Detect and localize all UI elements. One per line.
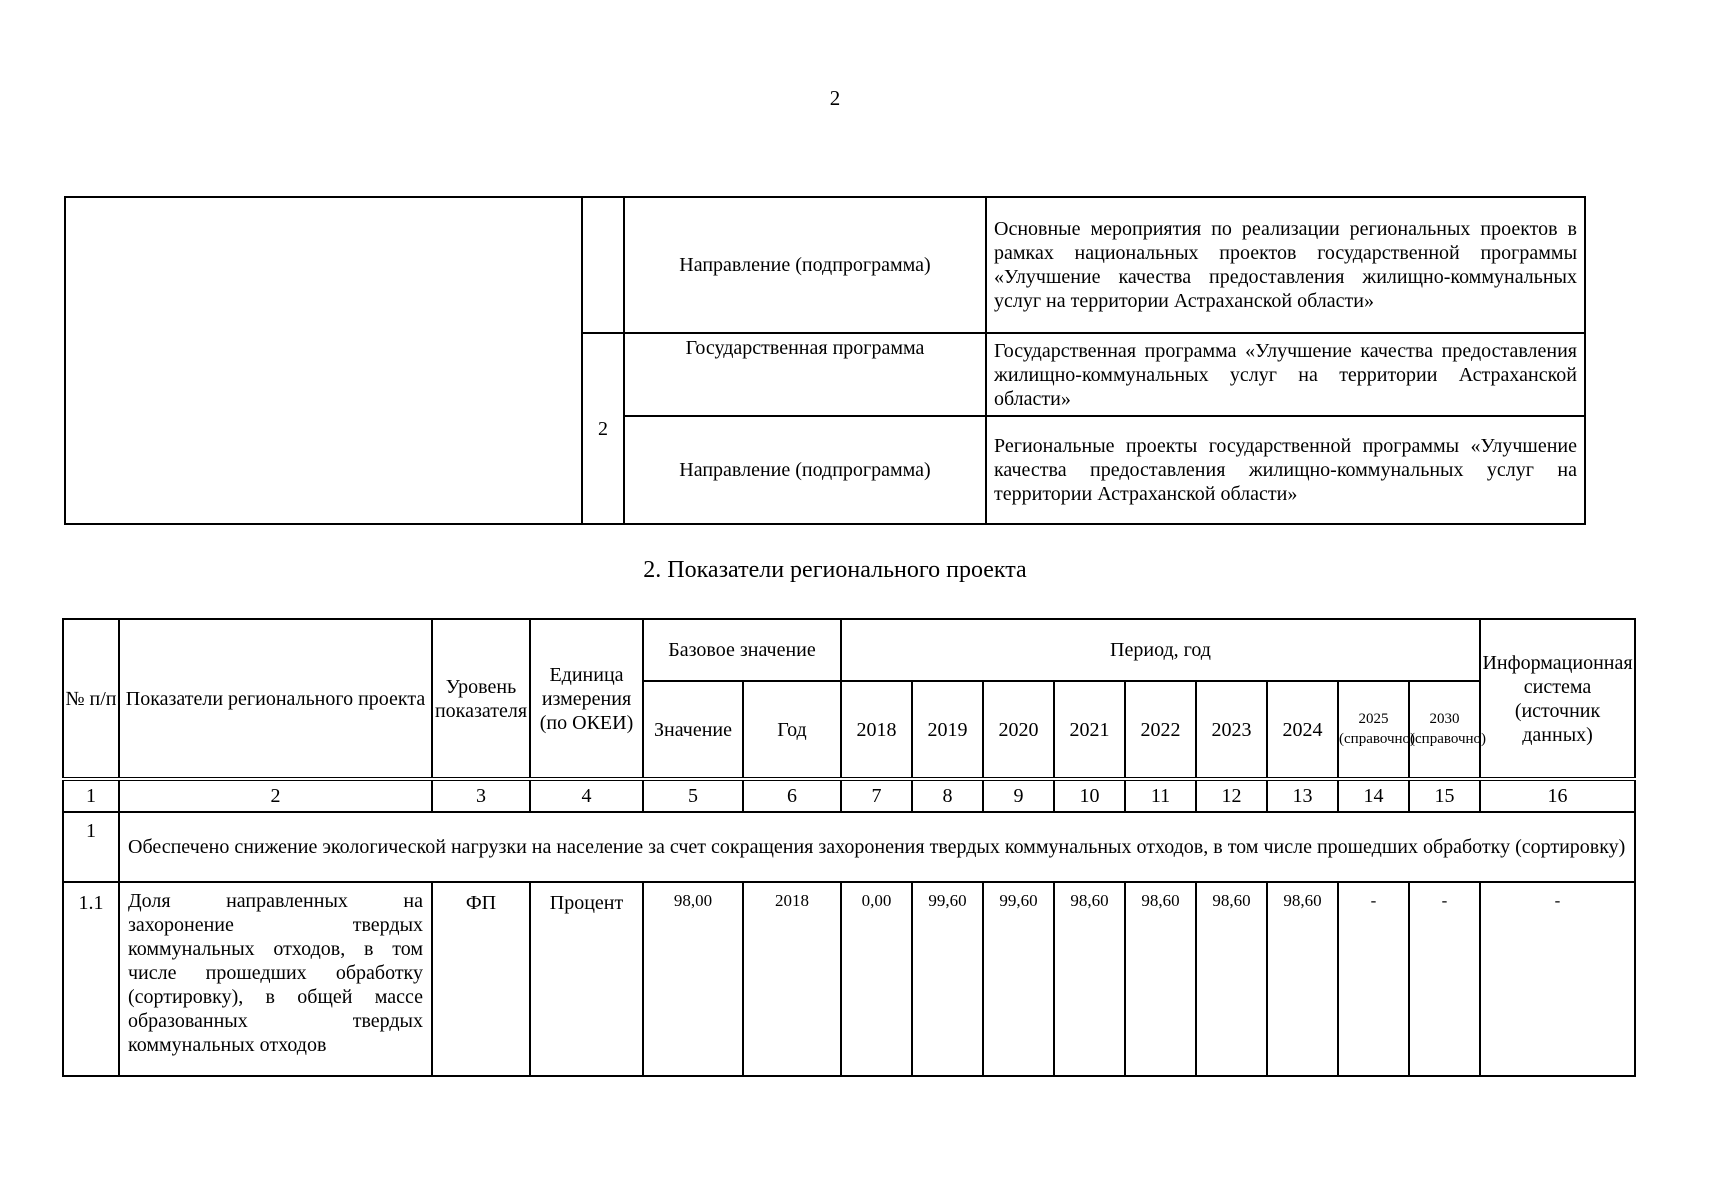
row-value-2025: -	[1338, 882, 1409, 1076]
page-number: 2	[829, 86, 841, 110]
column-number: 7	[841, 779, 912, 812]
header-year: 2023	[1196, 681, 1267, 779]
row-base-year: 2018	[743, 882, 841, 1076]
column-number: 15	[1409, 779, 1480, 812]
goal-number: 1	[63, 812, 119, 882]
header-year: 2021	[1054, 681, 1125, 779]
header-indicator: Показатели регионального проекта	[119, 619, 432, 779]
header-year: 2020	[983, 681, 1054, 779]
header-info-system: Информационная система (источник данных)	[1480, 619, 1635, 779]
row-indicator: Доля направленных на захоронение твердых коммунальных отходов, в том числе прошедших обработку (сортировку), в общей массе образованных твердых коммунальных отходов	[119, 882, 432, 1076]
header-period: Период, год	[841, 619, 1480, 681]
row-number: 1.1	[63, 882, 119, 1076]
header-unit: Единица измерения (по ОКЕИ)	[530, 619, 643, 779]
state-program-value: Государственная программа «Улучшение качества предоставления жилищно-коммунальных услуг на территории Астраханской области»	[986, 333, 1585, 416]
header-base: Базовое значение	[643, 619, 841, 681]
header-year: 2024	[1267, 681, 1338, 779]
header-num: № п/п	[63, 619, 119, 779]
goal-text: Обеспечено снижение экологической нагрузки на население за счет сокращения захоронения твердых коммунальных отходов, в том числе прошедших обработку (сортировку)	[119, 812, 1635, 882]
row-level: ФП	[432, 882, 530, 1076]
state-program-label: Государственная программа	[624, 333, 986, 416]
direction-label-2: Направление (подпрограмма)	[624, 416, 986, 524]
program-structure-table	[64, 196, 1586, 525]
row-unit: Процент	[530, 882, 643, 1076]
column-number: 6	[743, 779, 841, 812]
empty-cell	[65, 197, 582, 524]
row-value-2020: 99,60	[983, 882, 1054, 1076]
column-number: 9	[983, 779, 1054, 812]
header-base-year: Год	[743, 681, 841, 779]
row-info-system: -	[1480, 882, 1635, 1076]
table-row	[63, 882, 1635, 1076]
empty-num-cell	[582, 197, 624, 333]
header-base-value: Значение	[643, 681, 743, 779]
direction-value-1: Основные мероприятия по реализации региональных проектов в рамках национальных проектов государственной программы «Улучшение качества предоставления жилищно-коммунальных услуг на территории Астраханской области»	[986, 197, 1585, 333]
column-number: 4	[530, 779, 643, 812]
column-number: 14	[1338, 779, 1409, 812]
row-value-2021: 98,60	[1054, 882, 1125, 1076]
row-value-2030: -	[1409, 882, 1480, 1076]
header-level: Уровень показателя	[432, 619, 530, 779]
row-base-value: 98,00	[643, 882, 743, 1076]
column-number: 3	[432, 779, 530, 812]
header-year: 2022	[1125, 681, 1196, 779]
row-value-2019: 99,60	[912, 882, 983, 1076]
column-number: 8	[912, 779, 983, 812]
indicators-table	[62, 618, 1636, 1077]
header-year: 2018	[841, 681, 912, 779]
column-number: 12	[1196, 779, 1267, 812]
column-number: 16	[1480, 779, 1635, 812]
header-year-2025: 2025 (справочно)	[1338, 681, 1409, 779]
column-number: 13	[1267, 779, 1338, 812]
column-number: 2	[119, 779, 432, 812]
section-title: 2. Показатели регионального проекта	[643, 557, 1027, 583]
direction-value-2: Региональные проекты государственной программы «Улучшение качества предоставления жилищно-коммунальных услуг на территории Астраханской области»	[986, 416, 1585, 524]
column-number: 5	[643, 779, 743, 812]
header-year-2030: 2030 (справочно)	[1409, 681, 1480, 779]
row-number-cell: 2	[582, 333, 624, 524]
row-value-2022: 98,60	[1125, 882, 1196, 1076]
row-value-2018: 0,00	[841, 882, 912, 1076]
column-number: 11	[1125, 779, 1196, 812]
direction-label-1: Направление (подпрограмма)	[624, 197, 986, 333]
column-number: 10	[1054, 779, 1125, 812]
row-value-2024: 98,60	[1267, 882, 1338, 1076]
row-value-2023: 98,60	[1196, 882, 1267, 1076]
column-number: 1	[63, 779, 119, 812]
header-year: 2019	[912, 681, 983, 779]
